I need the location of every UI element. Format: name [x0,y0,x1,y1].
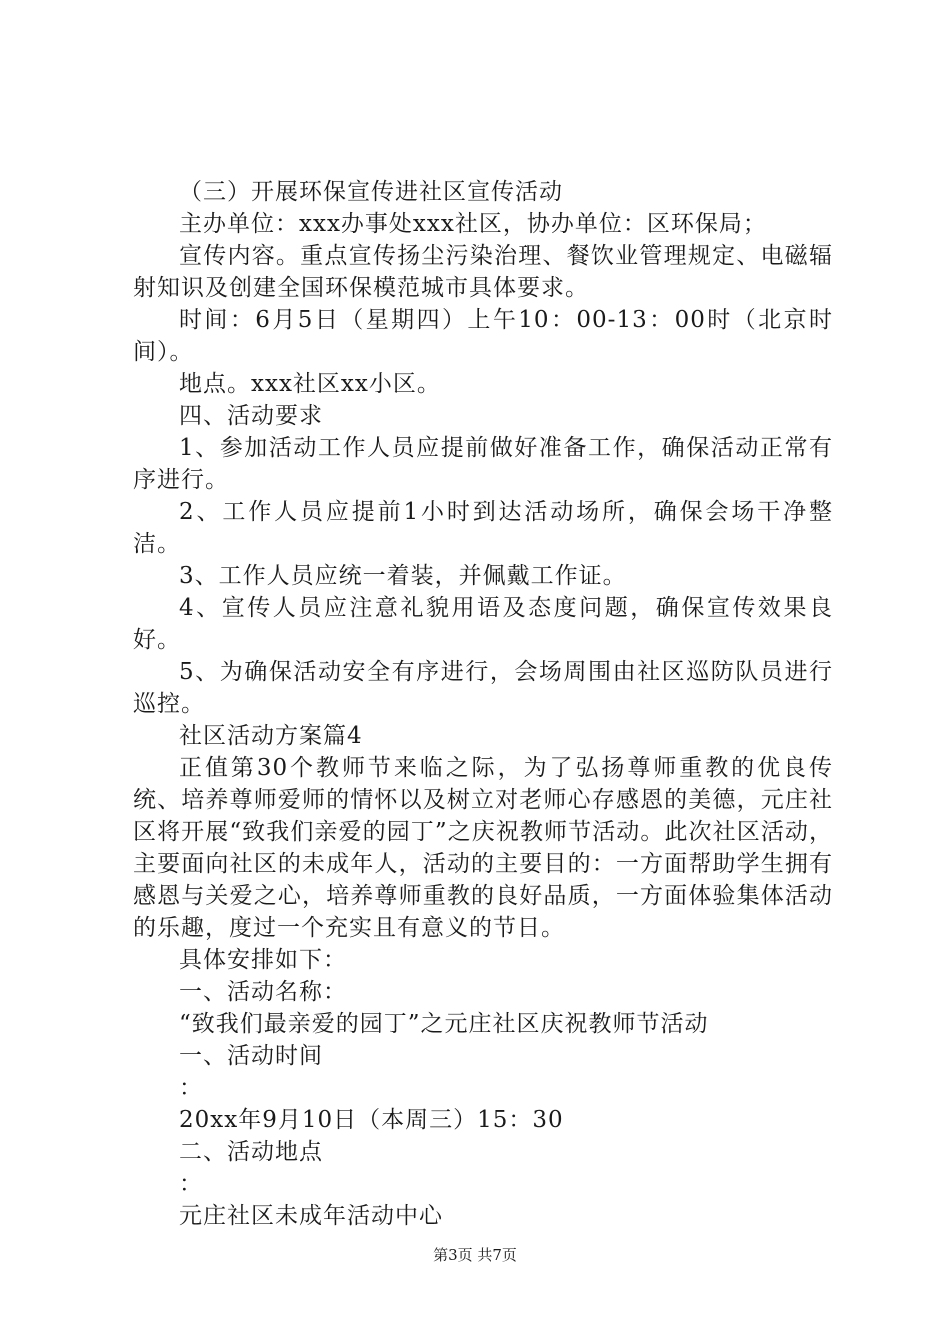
activity-time-colon: ： [179,1075,203,1101]
requirement-item-1: 1、参加活动工作人员应提前做好准备工作，确保活动正常有序进行。 [133,435,833,493]
paragraph-content: 宣传内容。重点宣传扬尘污染治理、餐饮业管理规定、电磁辐射知识及创建全国环保模范城市具体要求。 [133,243,833,301]
section-heading-environmental-campaign: （三）开展环保宣传进社区宣传活动 [179,179,563,205]
page-footer: 第3页 共7页 [433,1246,517,1264]
paragraph-location: 地点。xxx社区xx小区。 [179,371,441,397]
activity-location-colon: ： [179,1171,203,1197]
paragraph-arrangement: 具体安排如下： [179,947,347,973]
heading-activity-time: 一、活动时间 [179,1043,323,1069]
heading-activity-name: 一、活动名称： [179,979,347,1005]
plan-title: 社区活动方案篇4 [179,723,363,749]
document-body [133,176,833,1232]
requirement-item-3: 3、工作人员应统一着装，并佩戴工作证。 [179,563,627,589]
paragraph-time: 时间：6月5日（星期四）上午10：00-13：00时（北京时间）。 [133,307,833,365]
activity-name-value: “致我们最亲爱的园丁”之元庄社区庆祝教师节活动 [179,1011,709,1037]
section-heading-requirements: 四、活动要求 [179,403,323,429]
paragraph-intro: 正值第30个教师节来临之际，为了弘扬尊师重教的优良传统、培养尊师爱师的情怀以及树立对老师心存感恩的美德，元庄社区将开展“致我们亲爱的园丁”之庆祝教师节活动。此次社区活动，主要面向社区的未成年人，活动的主要目的：一方面帮助学生拥有感恩与关爱之心，培养尊师重教的良好品质，一方面体验集体活动的乐趣，度过一个充实且有意义的节日。 [133,755,833,941]
requirement-item-4: 4、宣传人员应注意礼貌用语及态度问题，确保宣传效果良好。 [133,595,833,653]
heading-activity-location: 二、活动地点 [179,1139,323,1165]
paragraph-organizers: 主办单位：xxx办事处xxx社区，协办单位：区环保局； [179,211,767,237]
activity-location-value: 元庄社区未成年活动中心 [179,1203,443,1229]
requirement-item-5: 5、为确保活动安全有序进行，会场周围由社区巡防队员进行巡控。 [133,659,833,717]
activity-time-value: 20xx年9月10日（本周三）15：30 [179,1107,564,1133]
requirement-item-2: 2、工作人员应提前1小时到达活动场所，确保会场干净整洁。 [133,499,833,557]
